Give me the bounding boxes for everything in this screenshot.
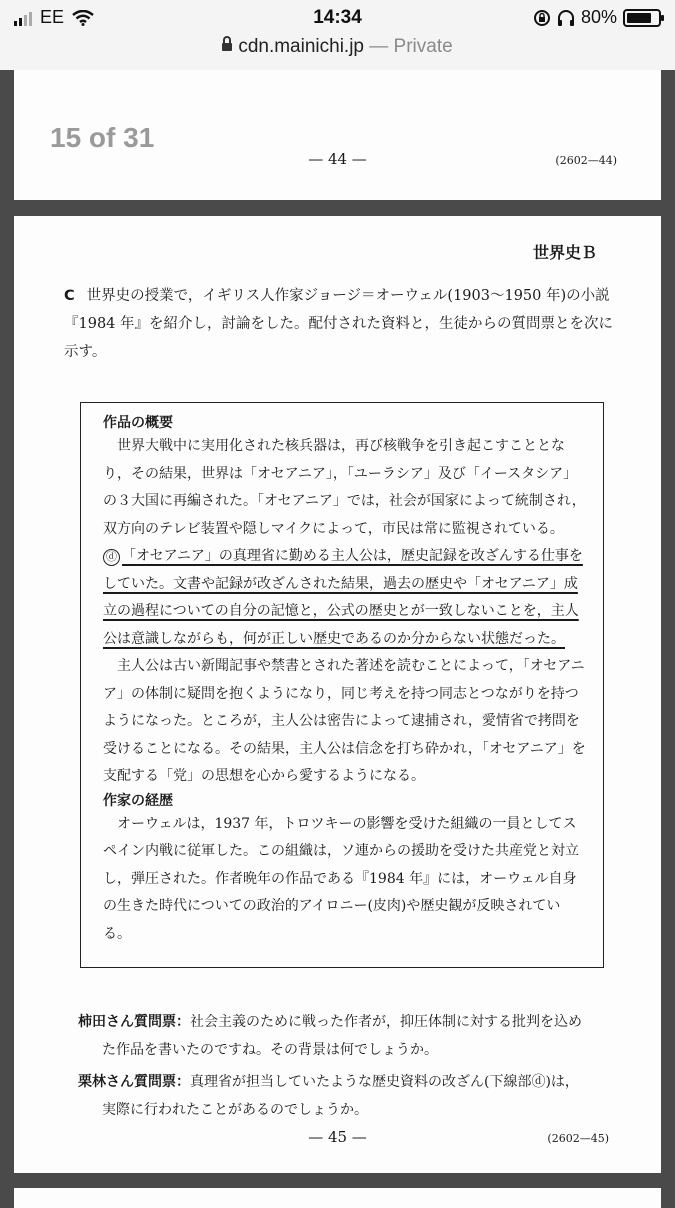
- pdf-page-46: [14, 1188, 661, 1208]
- url-domain: cdn.mainichi.jp: [238, 36, 364, 57]
- url-separator: —: [363, 36, 394, 57]
- battery-fill: [627, 13, 651, 23]
- battery-icon: [623, 9, 661, 27]
- page-number: — 44 —: [308, 150, 367, 168]
- handout-box: [80, 402, 604, 968]
- pdf-page-45: [14, 216, 661, 1173]
- question-line: た作品を書いたのですね。その背景は何でしょうか。: [102, 1042, 438, 1058]
- question-sheets: [78, 1008, 618, 1128]
- page-counter: 15 of 31: [50, 122, 155, 153]
- underline-marker-d: ⓓ: [103, 549, 120, 566]
- private-mode-label: Private: [393, 36, 453, 57]
- intro-text: 世界史の授業で，イギリス人作家ジョージ＝オーウェル(1903～1950 年)の小説『1984 年』を紹介し，討論をした。配付された資料と，生徒からの質問票とを次に示す。: [64, 288, 614, 360]
- rotation-lock-icon: [533, 9, 551, 27]
- page-code: (2602—45): [547, 1132, 609, 1145]
- headphones-icon: [557, 9, 575, 27]
- question-line: 社会主義のために戦った作者が，抑圧体制に対する批判を込め: [190, 1014, 582, 1030]
- section-title: 世界史Ｂ: [532, 243, 597, 262]
- question-sheet-kakita: [78, 1008, 618, 1064]
- question-sheet-kuribayashi: [78, 1068, 618, 1124]
- box-heading-summary: 作品の概要: [103, 415, 173, 431]
- question-author: 柿田さん質問票：: [78, 1014, 190, 1030]
- carrier-label: EE: [40, 7, 65, 27]
- status-bar: [0, 0, 675, 36]
- question-intro: [64, 282, 614, 366]
- url-bar[interactable]: [0, 36, 675, 70]
- battery-percent: 80%: [580, 7, 617, 27]
- clock: 14:34: [313, 7, 362, 28]
- summary-paragraph-3: 主人公は古い新聞記事や禁書とされた著述を読むことによって，「オセアニア」の体制に疑問を抱くようになり，同じ考えを持つ同志とつながりを持つようになった。ところが，主人公は密告によって逮捕され，愛情省で拷問を受けることになる。その結果，主人公は信念を打ち砕かれ，「オセアニア」を支配する「党」の思想を心から愛するようになる。: [103, 658, 586, 784]
- question-author: 栗林さん質問票：: [78, 1074, 190, 1090]
- underlined-text-d: 「オセアニア」の真理省に勤める主人公は，歴史記録を改ざんする仕事をしていた。文書や記録が改ざんされた結果，過去の歴史や「オセアニア」成立の過程についての自分の記憶と，公式の歴史とが一致しないことを，主人公は意識しながらも，何が正しい歴史であるのか分からない状態だった。: [103, 548, 583, 647]
- pdf-page-44: [14, 70, 661, 200]
- question-line: 真理省が担当していたような歴史資料の改ざん(下線部ⓓ)は，: [190, 1074, 579, 1090]
- lock-icon: [222, 43, 232, 51]
- page-number: — 45 —: [308, 1128, 367, 1146]
- box-heading-biography: 作家の経歴: [103, 792, 173, 809]
- question-line: 実際に行われたことがあるのでしょうか。: [102, 1102, 368, 1118]
- summary-paragraph-underlined: [103, 543, 587, 653]
- summary-paragraph-1: 世界大戦中に実用化された核兵器は，再び核戦争を引き起こすこととなり，その結果，世界は「オセアニア」，「ユーラシア」及び「イースタシア」の３大国に再編された。「オセアニア」では，社会が国家によって統制され，双方向のテレビ装置や隠しマイクによって，市民は常に監視されている。: [103, 438, 586, 537]
- biography-paragraph: オーウェルは，1937 年，トロツキーの影響を受けた組織の一員としてスペイン内戦に従軍した。この組織は，ソ連からの援助を受けた共産党と対立し，弾圧された。作者晩年の作品である『1984 年』には，オーウェル自身の生きた時代についての政治的アイロニー(皮肉)や歴史観が反映されている。: [103, 815, 579, 942]
- page-code: (2602—44): [555, 154, 617, 167]
- question-label: C: [64, 288, 75, 304]
